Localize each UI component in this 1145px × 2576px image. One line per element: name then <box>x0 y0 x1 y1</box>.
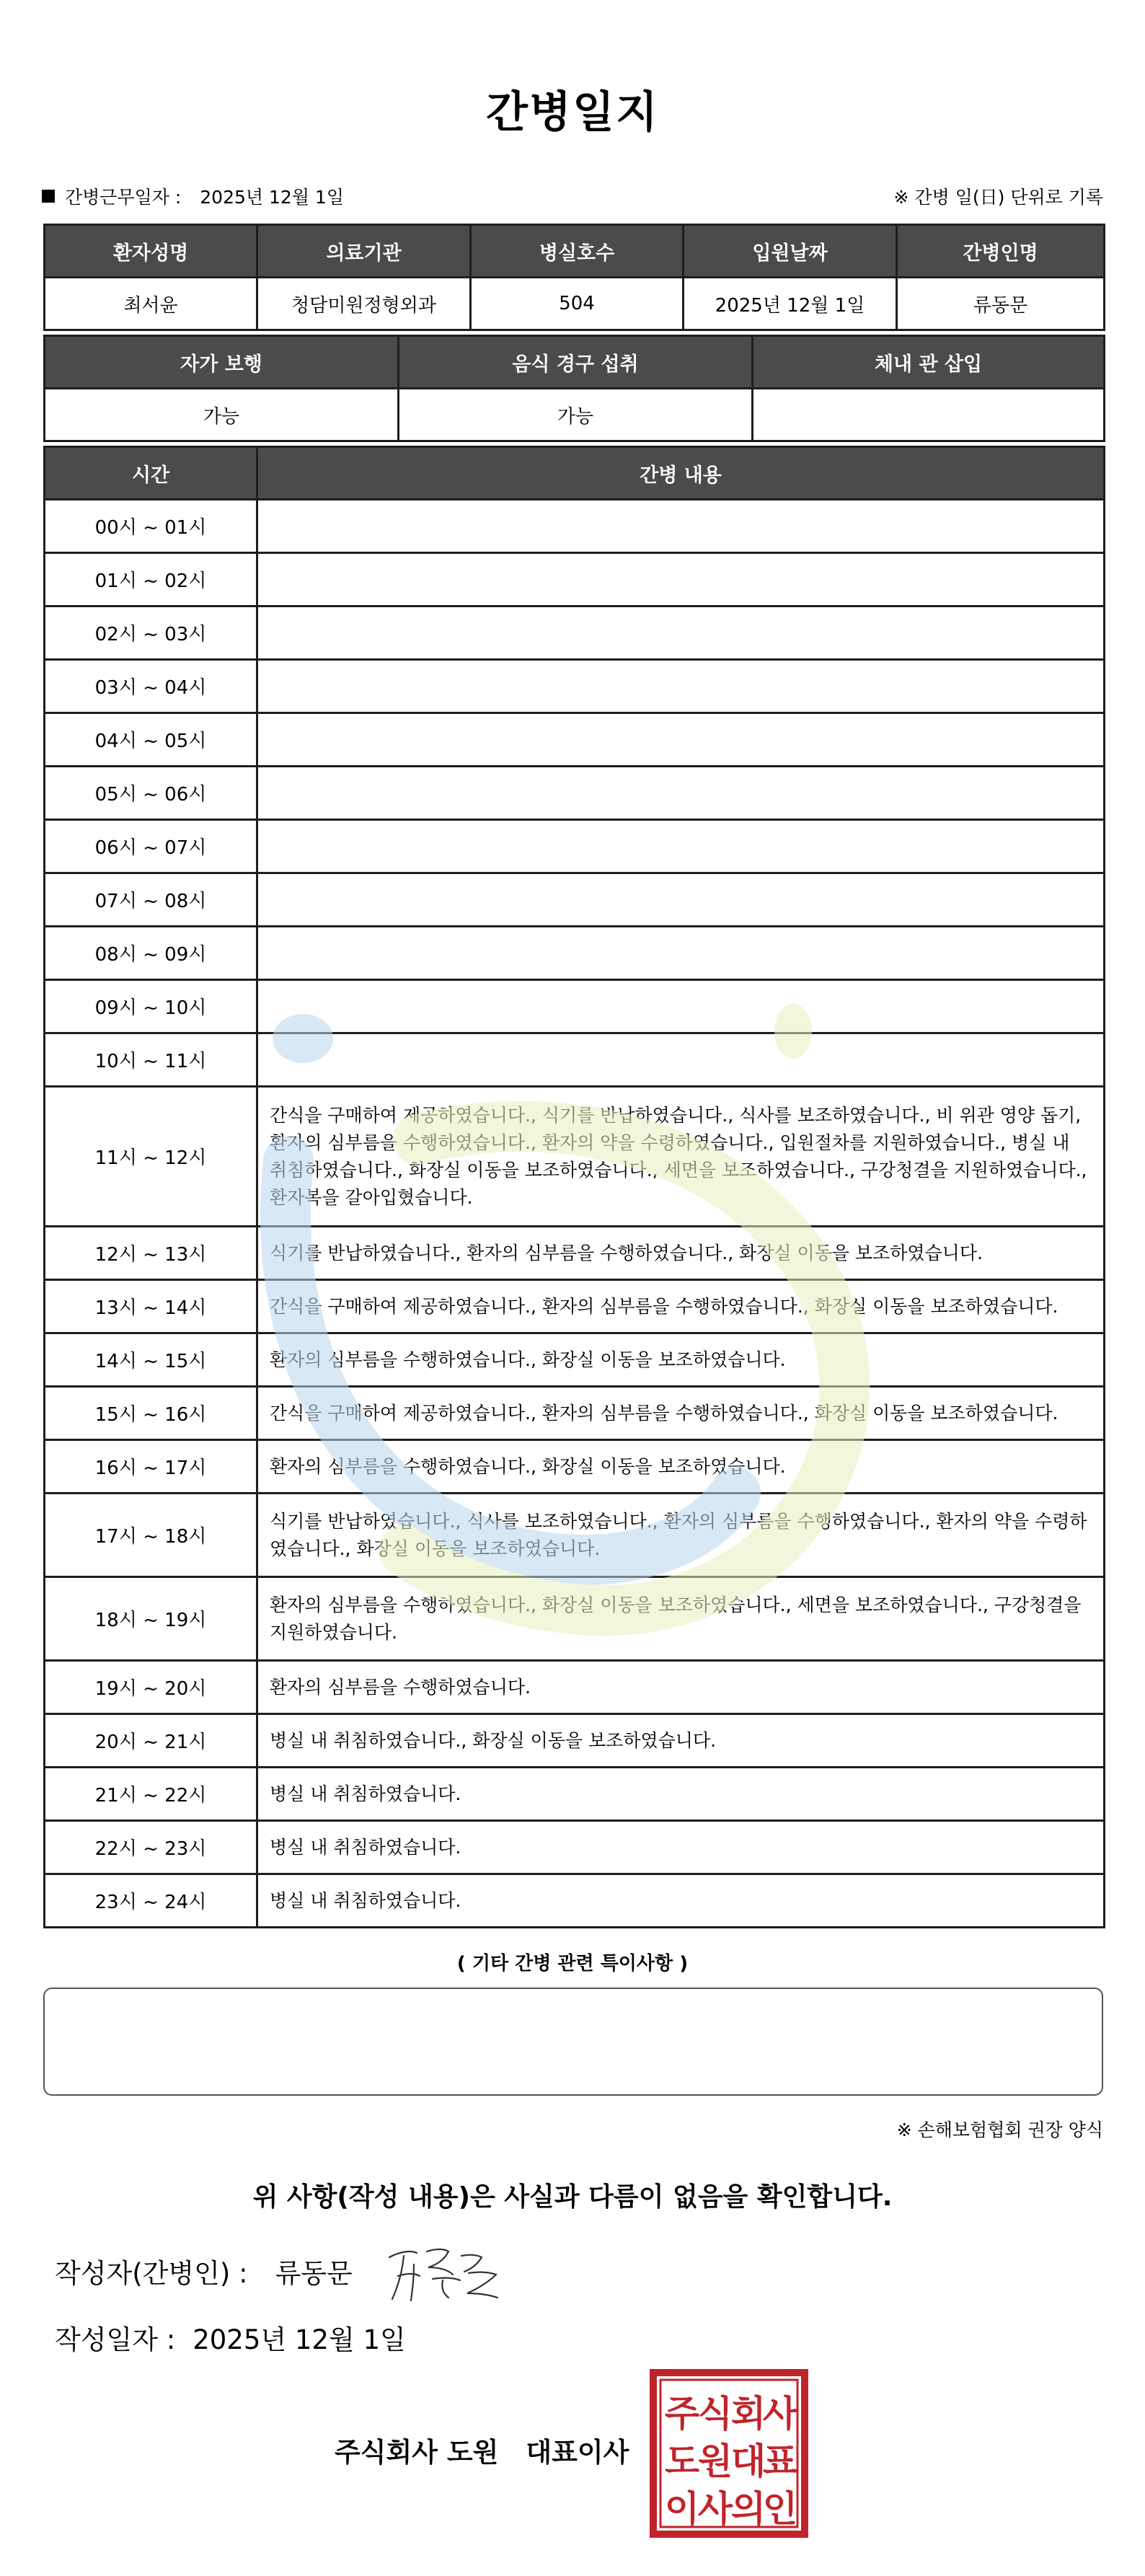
svg-text:원: 원 <box>697 2440 733 2482</box>
recommend-note: ※ 손해보험협회 권장 양식 <box>896 2120 1103 2140</box>
company-name: 주식회사 도원 <box>335 2437 499 2468</box>
time-cell: 21시 ~ 22시 <box>45 1768 257 1821</box>
writer-label: 작성자(간병인) : <box>55 2258 248 2289</box>
table-row <box>45 660 1105 713</box>
care-content-cell <box>257 927 1105 980</box>
care-content-cell <box>257 553 1105 606</box>
care-content-cell <box>257 660 1105 713</box>
care-content-cell <box>257 606 1105 660</box>
writer-name: 류동문 <box>275 2258 353 2289</box>
table-row <box>45 1333 1105 1387</box>
room-number: 504 <box>471 278 684 330</box>
time-cell: 03시 ~ 04시 <box>45 660 257 713</box>
table-row <box>45 927 1105 980</box>
table-row <box>45 1874 1105 1928</box>
company-row <box>335 2430 629 2469</box>
header-time: 시간 <box>45 447 257 500</box>
care-content-cell: 병실 내 취침하였습니다. <box>257 1768 1105 1821</box>
table-row <box>45 980 1105 1033</box>
time-cell: 18시 ~ 19시 <box>45 1577 257 1661</box>
care-content-cell: 식기를 반납하였습니다., 식사를 보조하였습니다., 환자의 심부름을 수행하였습니다., 환자의 약을 수령하였습니다., 화장실 이동을 보조하였습니다. <box>257 1494 1105 1577</box>
svg-text:식: 식 <box>697 2393 733 2435</box>
time-cell: 23시 ~ 24시 <box>45 1874 257 1928</box>
record-note: ※ 간병 일(日) 단위로 기록 <box>893 187 1103 208</box>
care-content-cell: 간식을 구매하여 제공하였습니다., 환자의 심부름을 수행하였습니다., 화장실 이동을 보조하였습니다. <box>257 1280 1105 1333</box>
time-cell: 11시 ~ 12시 <box>45 1087 257 1227</box>
care-content-cell: 환자의 심부름을 수행하였습니다., 화장실 이동을 보조하였습니다., 세면을 보조하였습니다., 구강청결을 지원하였습니다. <box>257 1577 1105 1661</box>
info-value-row <box>45 278 1105 330</box>
company-representative: 대표이사 <box>526 2437 629 2468</box>
time-cell: 10시 ~ 11시 <box>45 1033 257 1087</box>
header-admission-date: 입원날짜 <box>684 225 897 278</box>
care-content-cell <box>257 500 1105 553</box>
svg-text:사: 사 <box>762 2393 798 2435</box>
time-cell: 09시 ~ 10시 <box>45 980 257 1033</box>
care-content-cell: 병실 내 취침하였습니다. <box>257 1874 1105 1928</box>
time-cell: 00시 ~ 01시 <box>45 500 257 553</box>
table-row <box>45 1714 1105 1768</box>
table-row <box>45 1280 1105 1333</box>
time-cell: 19시 ~ 20시 <box>45 1661 257 1714</box>
care-date <box>42 183 344 209</box>
written-date-row <box>55 2318 406 2357</box>
care-content-cell <box>257 873 1105 927</box>
log-header-row <box>45 447 1105 500</box>
table-row <box>45 873 1105 927</box>
svg-text:표: 표 <box>762 2440 798 2482</box>
care-content-cell: 병실 내 취침하였습니다., 화장실 이동을 보조하였습니다. <box>257 1714 1105 1768</box>
hospital-name: 청담미원정형외과 <box>257 278 471 330</box>
svg-text:대: 대 <box>730 2440 766 2482</box>
time-cell: 07시 ~ 08시 <box>45 873 257 927</box>
care-content-cell <box>257 1033 1105 1087</box>
patient-status-table <box>43 335 1105 442</box>
info-header-row <box>45 225 1105 278</box>
header-patient-name: 환자성명 <box>45 225 257 278</box>
table-row <box>45 1577 1105 1661</box>
company-seal-stamp <box>649 2368 809 2538</box>
table-row <box>45 1440 1105 1494</box>
header-hospital: 의료기관 <box>257 225 471 278</box>
time-cell: 08시 ~ 09시 <box>45 927 257 980</box>
time-cell: 02시 ~ 03시 <box>45 606 257 660</box>
status-value-row <box>45 389 1105 441</box>
time-cell: 17시 ~ 18시 <box>45 1494 257 1577</box>
patient-info-table <box>43 224 1105 331</box>
table-row <box>45 713 1105 767</box>
header-caregiver-name: 간병인명 <box>897 225 1105 278</box>
meta-row <box>42 182 1103 211</box>
care-content-cell: 간식을 구매하여 제공하였습니다., 환자의 심부름을 수행하였습니다., 화장실 이동을 보조하였습니다. <box>257 1387 1105 1440</box>
table-row <box>45 606 1105 660</box>
oral-intake-value: 가능 <box>399 389 753 441</box>
table-row <box>45 553 1105 606</box>
table-row <box>45 1227 1105 1280</box>
writer-row <box>55 2251 353 2290</box>
care-content-cell: 식기를 반납하였습니다., 환자의 심부름을 수행하였습니다., 화장실 이동을 보조하였습니다. <box>257 1227 1105 1280</box>
table-row <box>45 1768 1105 1821</box>
care-log-table <box>43 446 1105 1928</box>
table-row <box>45 1494 1105 1577</box>
handwritten-signature <box>382 2236 505 2308</box>
svg-text:도: 도 <box>664 2440 700 2482</box>
page-title: 간병일지 <box>486 87 659 138</box>
svg-text:이: 이 <box>664 2488 700 2530</box>
care-content-cell: 병실 내 취침하였습니다. <box>257 1821 1105 1874</box>
header-oral-intake: 음식 경구 섭취 <box>399 336 753 389</box>
svg-text:주: 주 <box>664 2393 700 2435</box>
square-bullet-icon <box>42 190 55 203</box>
table-row <box>45 500 1105 553</box>
special-notes-box <box>43 1988 1103 2096</box>
header-tube-insertion: 체내 관 삽입 <box>753 336 1105 389</box>
time-cell: 12시 ~ 13시 <box>45 1227 257 1280</box>
table-row <box>45 1387 1105 1440</box>
svg-text:사: 사 <box>697 2488 733 2530</box>
header-room-number: 병실호수 <box>471 225 684 278</box>
care-content-cell: 환자의 심부름을 수행하였습니다., 화장실 이동을 보조하였습니다. <box>257 1333 1105 1387</box>
special-notes-heading: ( 기타 간병 관련 특이사항 ) <box>456 1953 689 1975</box>
care-content-cell <box>257 713 1105 767</box>
written-date-label: 작성일자 : <box>55 2324 176 2355</box>
header-care-content: 간병 내용 <box>257 447 1105 500</box>
table-row <box>45 1033 1105 1087</box>
table-row <box>45 1821 1105 1874</box>
admission-date: 2025년 12월 1일 <box>684 278 897 330</box>
time-cell: 15시 ~ 16시 <box>45 1387 257 1440</box>
care-content-cell: 간식을 구매하여 제공하였습니다., 식기를 반납하였습니다., 식사를 보조하였습니다., 비 위관 영양 돕기, 환자의 심부름을 수행하였습니다., 환자의 약을 수령하였습니다., 입원절차를 지원하였습니다., 병실 내 취침하였습니다., 화장실 이동을 보조하였습니다., 세면을 보조하였습니다., 구강청결을 지원하였습니다., 환자복을 갈아입혔습니다. <box>257 1087 1105 1227</box>
time-cell: 05시 ~ 06시 <box>45 767 257 820</box>
care-date-value: 2025년 12월 1일 <box>200 187 344 208</box>
svg-text:회: 회 <box>730 2393 766 2435</box>
svg-text:인: 인 <box>762 2488 798 2530</box>
table-row <box>45 820 1105 873</box>
care-content-cell <box>257 767 1105 820</box>
care-content-cell: 환자의 심부름을 수행하였습니다. <box>257 1661 1105 1714</box>
written-date-value: 2025년 12월 1일 <box>193 2324 406 2355</box>
patient-name: 최서윤 <box>45 278 257 330</box>
time-cell: 06시 ~ 07시 <box>45 820 257 873</box>
time-cell: 22시 ~ 23시 <box>45 1821 257 1874</box>
care-content-cell: 환자의 심부름을 수행하였습니다., 화장실 이동을 보조하였습니다. <box>257 1440 1105 1494</box>
caregiver-name: 류동문 <box>897 278 1105 330</box>
care-content-cell <box>257 820 1105 873</box>
self-walking-value: 가능 <box>45 389 399 441</box>
time-cell: 20시 ~ 21시 <box>45 1714 257 1768</box>
time-cell: 04시 ~ 05시 <box>45 713 257 767</box>
time-cell: 01시 ~ 02시 <box>45 553 257 606</box>
table-row <box>45 1661 1105 1714</box>
header-self-walking: 자가 보행 <box>45 336 399 389</box>
care-content-cell <box>257 980 1105 1033</box>
table-row <box>45 767 1105 820</box>
time-cell: 13시 ~ 14시 <box>45 1280 257 1333</box>
time-cell: 14시 ~ 15시 <box>45 1333 257 1387</box>
confirmation-statement: 위 사항(작성 내용)은 사실과 다름이 없음을 확인합니다. <box>252 2182 893 2212</box>
tube-insertion-value <box>753 389 1105 441</box>
time-cell: 16시 ~ 17시 <box>45 1440 257 1494</box>
status-header-row <box>45 336 1105 389</box>
care-date-label: 간병근무일자 : <box>65 187 182 208</box>
table-row <box>45 1087 1105 1227</box>
svg-text:의: 의 <box>730 2488 766 2530</box>
